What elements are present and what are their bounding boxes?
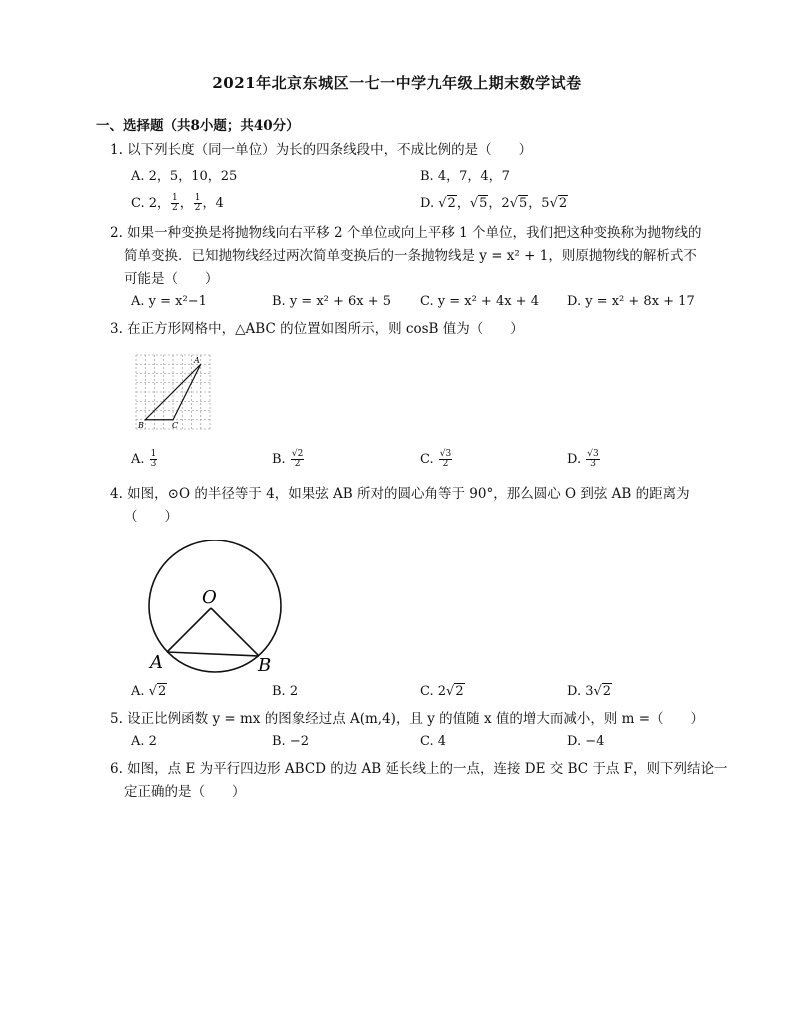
question-2-line-3: 可能是（ ）: [124, 271, 219, 287]
q1-option-b: B. 4，7，4，7: [420, 169, 510, 184]
q1-option-c-prefix: C. 2，: [131, 196, 171, 211]
q3-option-c: C. $\frac{√3}{2}$: [420, 449, 452, 469]
question-4-line-1: 4. 如图，⊙O 的半径等于 4，如果弦 AB 所对的圆心角等于 90°，那么圆心 O 到弦 AB 的距离为: [110, 486, 690, 502]
q2-option-d: D. y = x² + 8x + 17: [567, 294, 695, 309]
question-1-stem: 1. 以下列长度（同一单位）为长的四条线段中，不成比例的是（ ）: [110, 142, 533, 158]
q3-option-d: D. $\frac{√3}{3}$: [567, 449, 599, 469]
question-6-line-2: 定正确的是（ ）: [124, 784, 246, 800]
label-b: B: [138, 421, 144, 430]
q1-option-c: C. 2， $\frac{1}{2}$ ， $\frac{1}{2}$ ，4: [131, 193, 224, 213]
question-3-stem: 3. 在正方形网格中，△ABC 的位置如图所示，则 cosB 值为（ ）: [110, 321, 524, 337]
label-a: A: [194, 356, 200, 365]
q1-option-a: A. 2，5，10，25: [131, 169, 238, 184]
q4-option-a: A. √2: [131, 684, 167, 699]
q5-option-d: D. −4: [567, 734, 605, 749]
grid-triangle-figure: [134, 353, 214, 433]
page-title: 2021年北京东城区一七一中学九年级上期末数学试卷: [212, 74, 582, 92]
question-4-line-2: （ ）: [124, 509, 178, 525]
q1-option-c-suffix: ，4: [202, 196, 224, 211]
radius-ob: [211, 608, 259, 656]
chord-ab: [167, 652, 259, 656]
q2-option-c: C. y = x² + 4x + 4: [420, 294, 539, 309]
section-heading: 一、选择题（共8小题；共40分）: [96, 118, 300, 134]
q1-option-d: D. √2，√5，2√5，5√2: [420, 196, 568, 211]
circle-figure: [140, 540, 285, 680]
question-2-line-2: 简单变换．已知抛物线经过两次简单变换后的一条抛物线是 y = x² + 1，则原抛物线的解析式不: [124, 248, 697, 264]
label-b: B: [258, 655, 272, 676]
q5-option-b: B. −2: [272, 734, 309, 749]
q3-option-b: B. $\frac{√2}{2}$: [272, 449, 304, 469]
radius-oa: [167, 608, 211, 652]
q4-option-c: C. 2√2: [420, 684, 464, 699]
q3-option-a: A. $\frac{1}{3}$: [131, 449, 157, 469]
q4-option-b: B. 2: [272, 684, 299, 699]
q2-option-a: A. y = x²−1: [131, 294, 207, 309]
q5-option-a: A. 2: [131, 734, 157, 749]
q5-option-c: C. 4: [420, 734, 447, 749]
label-a: A: [150, 652, 163, 673]
question-6-line-1: 6. 如图，点 E 为平行四边形 ABCD 的边 AB 延长线上的一点，连接 DE 交 BC 于点 F，则下列结论一: [110, 761, 728, 777]
question-5-stem: 5. 设正比例函数 y = mx 的图象经过点 A(m,4)，且 y 的值随 x 值的增大而减小，则 m =（ ）: [110, 711, 705, 727]
q2-option-b: B. y = x² + 6x + 5: [272, 294, 392, 309]
fraction: $\frac{1}{2}$: [194, 193, 201, 213]
label-c: C: [172, 421, 179, 430]
fraction: $\frac{1}{2}$: [172, 193, 178, 213]
question-2-line-1: 2. 如果一种变换是将抛物线向右平移 2 个单位或向上平移 1 个单位，我们把这种变换称为抛物线的: [110, 225, 702, 241]
label-o: O: [202, 587, 217, 608]
q4-option-d: D. 3√2: [567, 684, 612, 699]
